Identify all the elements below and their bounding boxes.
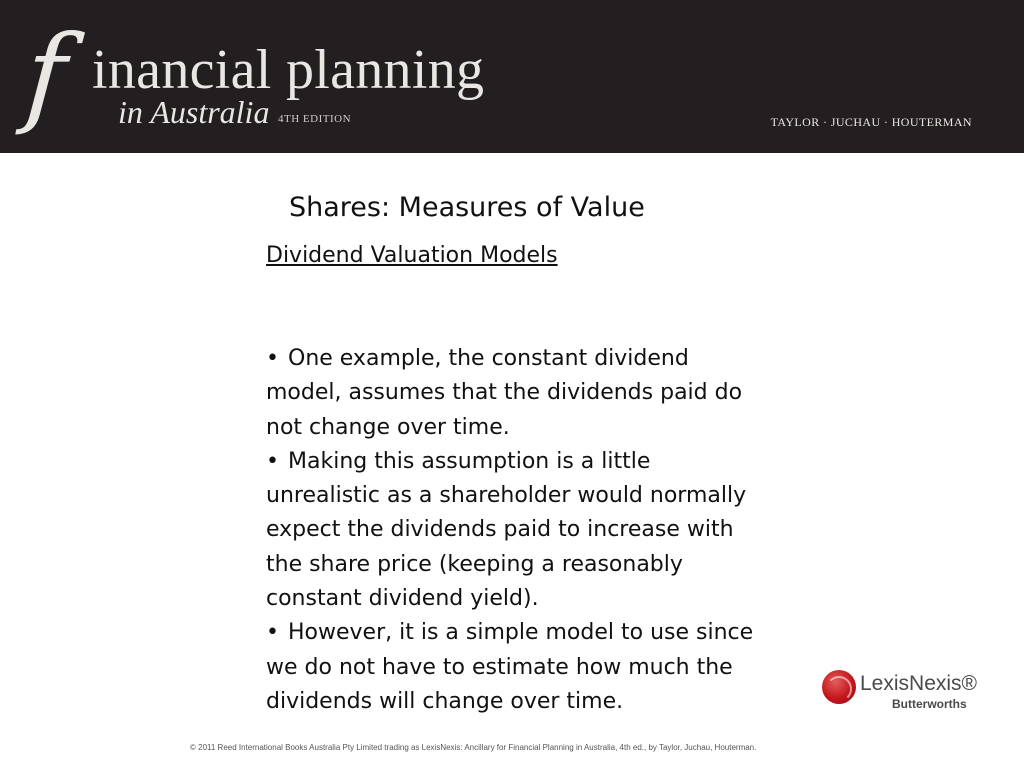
logo-subtitle: in Australia	[118, 94, 270, 130]
slide-subtitle: Dividend Valuation Models	[266, 243, 558, 268]
edition-label: 4TH EDITION	[278, 113, 352, 125]
lexisnexis-logo-icon	[822, 670, 856, 704]
bullet-item	[266, 445, 766, 616]
bullet-text: One example, the constant dividend model, assumes that the dividends paid do not change over time.	[266, 346, 743, 440]
authors-label: TAYLOR · JUCHAU · HOUTERMAN	[770, 115, 972, 129]
bullet-icon: •	[266, 620, 279, 646]
logo-title: inancial planning	[92, 39, 485, 101]
publisher-sub: Butterworths	[892, 697, 967, 711]
bullet-item	[266, 342, 766, 445]
bullet-list	[266, 342, 766, 719]
bullet-item	[266, 616, 766, 719]
bullet-text: Making this assumption is a little unrealistic as a shareholder would normally expect the dividends paid to increase with the share price (keeping a reasonably constant dividend yield).	[266, 448, 747, 612]
bullet-text: However, it is a simple model to use since we do not have to estimate how much the dividends will change over time.	[266, 620, 754, 714]
publisher-name: LexisNexis®	[860, 672, 978, 695]
bullet-icon: •	[266, 448, 279, 474]
logo-f-letter: f	[21, 13, 71, 138]
bullet-icon: •	[266, 346, 279, 371]
slide-title: Shares: Measures of Value	[289, 192, 645, 223]
lexisnexis-logo	[822, 668, 992, 718]
copyright-footer: © 2011 Reed International Books Australia Pty Limited trading as LexisNexis: Ancillary for Financial Planning in Australia, 4th ed., by Taylor, Juchau, Houterman.	[190, 743, 757, 752]
header-banner	[0, 0, 1024, 153]
